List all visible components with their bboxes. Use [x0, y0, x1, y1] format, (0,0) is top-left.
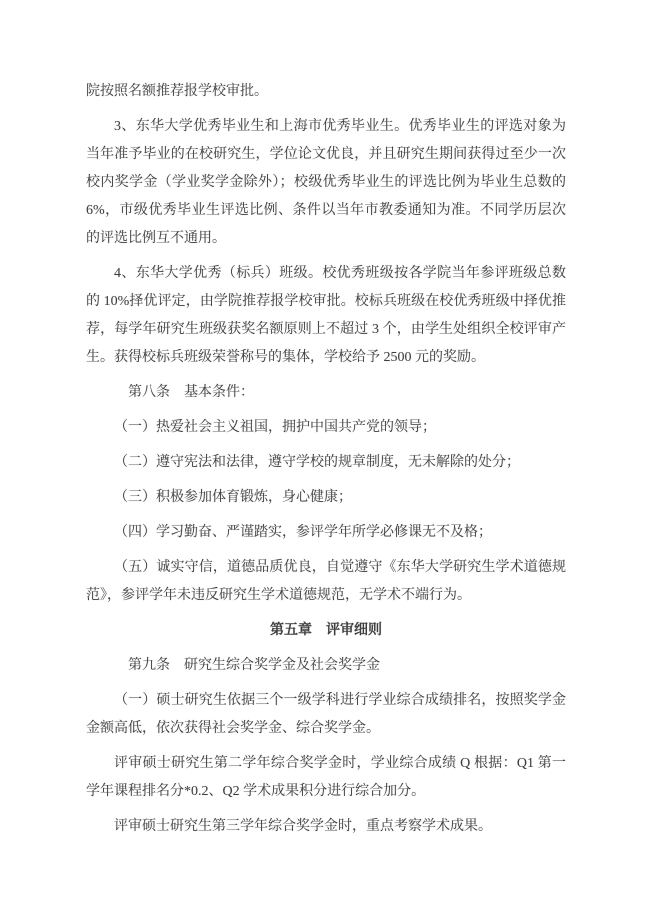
document-body	[86, 78, 566, 841]
chapter-5-heading: 第五章 评审细则	[270, 623, 382, 638]
article-8-item-4: （四）学习勤奋、严谨踏实，参评学年所学必修课无不及格；	[114, 525, 492, 540]
para-master-year-3: 评审硕士研究生第三学年综合奖学金时，重点考察学术成果。	[114, 819, 492, 834]
article-8-heading: 第八条 基本条件：	[128, 385, 254, 400]
para-continuation: 院按照名额推荐报学校审批。	[86, 84, 268, 99]
article-8-item-2: （二）遵守宪法和法律，遵守学校的规章制度，无未解除的处分；	[114, 455, 520, 470]
article-9-heading: 第九条 研究生综合奖学金及社会奖学金	[128, 658, 380, 673]
para-item-4-outstanding-class: 4、东华大学优秀（标兵）班级。校优秀班级按各学院当年参评班级总数的 10%择优评定，由学院推荐报学校审批。校标兵班级在校优秀班级中择优推荐，每学年研究生班级获奖名额原则上不超过 3 个，由学生处组织全校评审产生。获得校标兵班级荣誉称号的集体，学校给予 2500 元的奖励。	[86, 266, 566, 365]
article-9-item-1: （一）硕士研究生依据三个一级学科进行学业综合成绩排名，按照奖学金金额高低，依次获得社会奖学金、综合奖学金。	[86, 693, 566, 736]
article-8-item-3: （三）积极参加体育锻炼，身心健康；	[114, 490, 352, 505]
para-item-3-outstanding-graduates: 3、东华大学优秀毕业生和上海市优秀毕业生。优秀毕业生的评选对象为当年准予毕业的在校研究生，学位论文优良，并且研究生期间获得过至少一次校内奖学金（学业奖学金除外）；校级优秀毕业生的评选比例为毕业生总数的 6%，市级优秀毕业生评选比例、条件以当年市教委通知为准。不同学历层次的评选比例互不通用。	[86, 119, 566, 246]
article-8-item-1: （一）热爱社会主义祖国，拥护中国共产党的领导；	[114, 420, 436, 435]
para-master-year-2: 评审硕士研究生第二学年综合奖学金时，学业综合成绩 Q 根据：Q1 第一学年课程排名分*0.2、Q2 学术成果积分进行综合加分。	[86, 756, 566, 799]
article-8-item-5: （五）诚实守信，道德品质优良，自觉遵守《东华大学研究生学术道德规范》，参评学年未违反研究生学术道德规范，无学术不端行为。	[86, 560, 566, 603]
